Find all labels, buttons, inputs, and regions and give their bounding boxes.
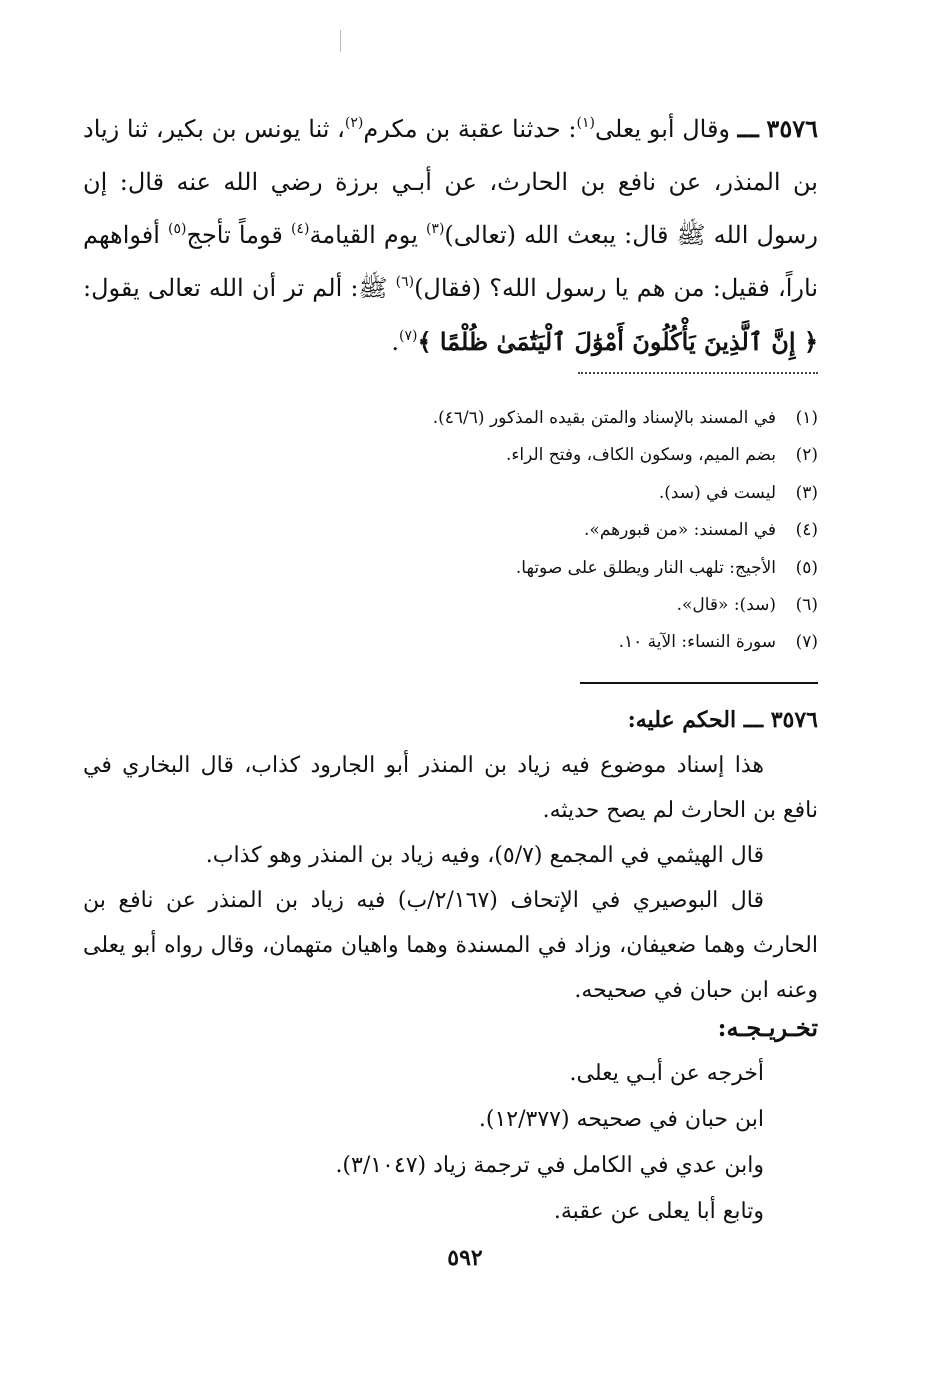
ruling-paragraph: قال الهيثمي في المجمع (٥/٧)، وفيه زياد بن المنذر وهو كذاب.: [205, 843, 764, 868]
takhrij-heading: تخـريـجـه:: [717, 1013, 818, 1042]
footnote-item: [83, 550, 818, 587]
hadith-text: [83, 102, 818, 369]
hadith-dash: ـــ: [737, 114, 759, 143]
footnote-item: [83, 587, 818, 624]
ruling-heading: ٣٥٧٦ ـــ الحكم عليه:: [627, 707, 818, 733]
footnote-ref-1: (١): [576, 115, 595, 131]
footnote-separator: [578, 372, 818, 374]
footnote-number: (٣): [795, 482, 818, 503]
hadith-text-4: يوم القيامة: [309, 221, 426, 249]
hadith-text-6: أفواههم ناراً، فقيل: من هم يا رسول الله؟ (فقال): [83, 221, 818, 302]
scan-mark: [340, 30, 341, 52]
hadith-number: ٣٥٧٦: [766, 114, 818, 143]
footnote-ref-5: (٥): [167, 221, 187, 237]
ruling-paragraph: قال البوصيري في الإتحاف (٢/١٦٧/ب) فيه زياد بن المنذر عن نافع بن الحارث وهما ضعيفان، وزاد في المسندة وهما واهيان متهمان، وقال رواه أبو يعلى وعنه ابن حبان في صحيحه.: [83, 888, 818, 1003]
footnote-text: ليست في (سد).: [658, 482, 776, 503]
footnote-item: [83, 512, 818, 549]
footnote-number: (٤): [795, 520, 818, 541]
takhrij-item: وتابع أبا يعلى عن عقبة.: [553, 1199, 764, 1224]
hadith-text-3: ، ثنا يونس بن بكير، ثنا زياد بن المنذر، عن نافع بن الحارث، عن أبـي برزة رضي الله عنه قال: إن رسول الله ﷺ قال: يبعث الله (تعالى): [83, 115, 819, 249]
takhrij-section: [83, 1005, 818, 1235]
footnote-ref-6: (٦): [395, 274, 415, 290]
footnote-number: (١): [795, 408, 818, 428]
footnote-ref-3: (٣): [425, 221, 445, 237]
footnotes-list: [83, 400, 818, 662]
footnote-item: [83, 624, 818, 661]
footnote-ref-2: (٢): [344, 115, 364, 131]
footnote-text: في المسند: «من قبورهم».: [584, 520, 776, 541]
takhrij-item: ابن حبان في صحيحه (١٢/٣٧٧).: [478, 1107, 764, 1132]
hadith-text-7: ﷺ: ألم تر أن الله تعالى يقول:: [83, 274, 396, 302]
footnote-ref-7: (٧): [398, 328, 418, 344]
section-divider: [580, 682, 818, 684]
footnote-number: (٥): [795, 557, 818, 578]
takhrij-item: وابن عدي في الكامل في ترجمة زياد (٣/١٠٤٧).: [335, 1153, 764, 1178]
footnote-number: (٦): [795, 595, 818, 616]
footnote-text: بضم الميم، وسكون الكاف، وفتح الراء.: [506, 445, 776, 466]
hadith-text-8: .: [391, 328, 399, 356]
hadith-text-2: : حدثنا عقبة بن مكرم: [363, 115, 577, 143]
takhrij-item: أخرجه عن أبـي يعلى.: [569, 1061, 764, 1086]
footnote-text: في المسند بالإسناد والمتن بقيده المذكور (٤٦/٦).: [432, 408, 776, 428]
ruling-section: [83, 698, 818, 1013]
footnote-ref-4: (٤): [290, 221, 310, 237]
footnote-item: [83, 475, 818, 512]
footnote-item: [83, 400, 818, 437]
footnote-text: (سد): «قال».: [676, 595, 776, 616]
footnote-number: (٧): [795, 632, 818, 653]
hadith-text-5: قوماً تأجج: [186, 221, 291, 249]
footnote-text: الأجيج: تلهب النار ويطلق على صوتها.: [515, 557, 776, 578]
footnote-item: [83, 437, 818, 474]
page-number: ٥٩٢: [447, 1245, 483, 1271]
hadith-block: [83, 102, 818, 369]
footnote-number: (٢): [795, 445, 818, 466]
quran-verse: ﴿ إِنَّ ٱلَّذِينَ يَأْكُلُونَ أَمْوَٰلَ ٱلْيَتَٰمَىٰ ظُلْمًا ﴾: [417, 327, 818, 356]
ruling-paragraph: هذا إسناد موضوع فيه زياد بن المنذر أبو الجارود كذاب، قال البخاري في نافع بن الحارث لم يصح حديثه.: [83, 753, 818, 823]
hadith-text-1: وقال أبو يعلى: [594, 115, 738, 143]
footnote-text: سورة النساء: الآية ١٠.: [618, 632, 776, 653]
